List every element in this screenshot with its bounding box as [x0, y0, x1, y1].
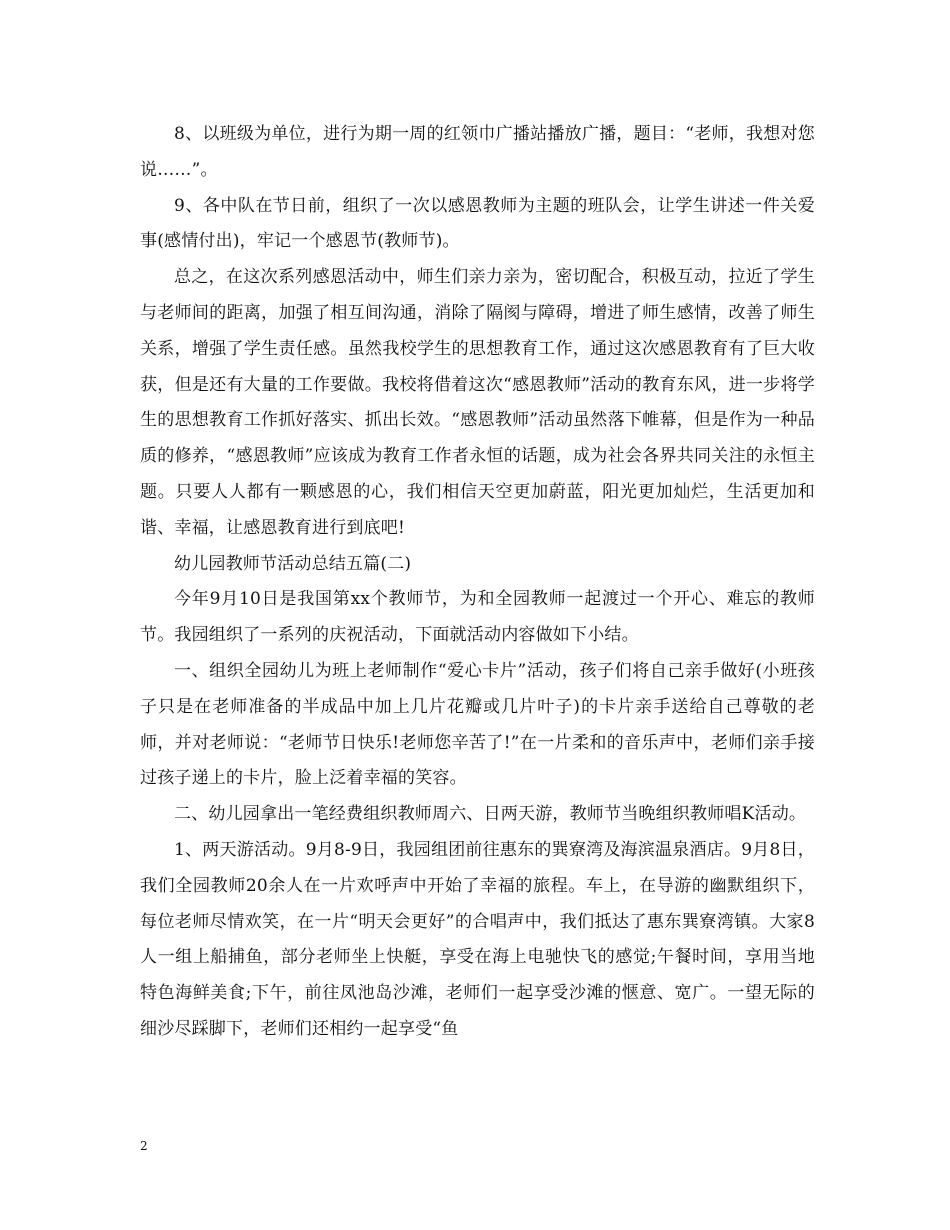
paragraph-summary: 总之，在这次系列感恩活动中，师生们亲力亲为，密切配合，积极互动，拉近了学生与老师间的距离，加强了相互间沟通，消除了隔阂与障碍，增进了师生感情，改善了师生关系，增强了学生责任感。虽然我校学生的思想教育工作，通过这次感恩教育有了巨大收获，但是还有大量的工作要做。我校将借着这次“感恩教师”活动的教育东风，进一步将学生的思想教育工作抓好落实、抓出长效。“感恩教师”活动虽然落下帷幕，但是作为一种品质的修养，“感恩教师”应该成为教育工作者永恒的话题，成为社会各界共同关注的永恒主题。只要人人都有一颗感恩的心，我们相信天空更加蔚蓝，阳光更加灿烂，生活更加和谐、幸福，让感恩教育进行到底吧! — [140, 267, 815, 538]
page-number: 2 — [140, 1139, 148, 1153]
section-heading: 幼儿园教师节活动总结五篇(二) — [174, 553, 412, 574]
paragraph-item-8: 8、以班级为单位，进行为期一周的红领巾广播站播放广播，题目：“老师，我想对您说……”。 — [140, 124, 815, 180]
paragraph-activity-two: 二、幼儿园拿出一笔经费组织教师周六、日两天游，教师节当晚组织教师唱K活动。 — [174, 804, 807, 825]
document-body — [140, 117, 815, 1048]
paragraph-trip: 1、两天游活动。9月8-9日，我园组团前往惠东的巽寮湾及海滨温泉酒店。9月8日，我们全园教师20余人在一片欢呼声中开始了幸福的旅程。车上，在导游的幽默组织下，每位老师尽情欢笑，在一片“明天会更好”的合唱声中，我们抵达了惠东巽寮湾镇。大家8人一组上船捕鱼，部分老师坐上快艇，享受在海上电驰快飞的感觉;午餐时间，享用当地特色海鲜美食;下午，前往凤池岛沙滩，老师们一起享受沙滩的惬意、宽广。一望无际的细沙尽踩脚下，老师们还相约一起享受“鱼 — [140, 839, 815, 1039]
paragraph-item-9: 9、各中队在节日前，组织了一次以感恩教师为主题的班队会，让学生讲述一件关爱事(感情付出)，牢记一个感恩节(教师节)。 — [140, 195, 815, 252]
paragraph-intro: 今年9月10日是我国第xx个教师节，为和全园教师一起渡过一个开心、难忘的教师节。我园组织了一系列的庆祝活动，下面就活动内容做如下小结。 — [140, 589, 815, 646]
paragraph-activity-one: 一、组织全园幼儿为班上老师制作“爱心卡片”活动，孩子们将自己亲手做好(小班孩子只是在老师准备的半成品中加上几片花瓣或几片叶子)的卡片亲手送给自己尊敬的老师，并对老师说：“老师节日快乐!老师您辛苦了!”在一片柔和的音乐声中，老师们亲手接过孩子递上的卡片，脸上泛着幸福的笑容。 — [140, 660, 815, 789]
